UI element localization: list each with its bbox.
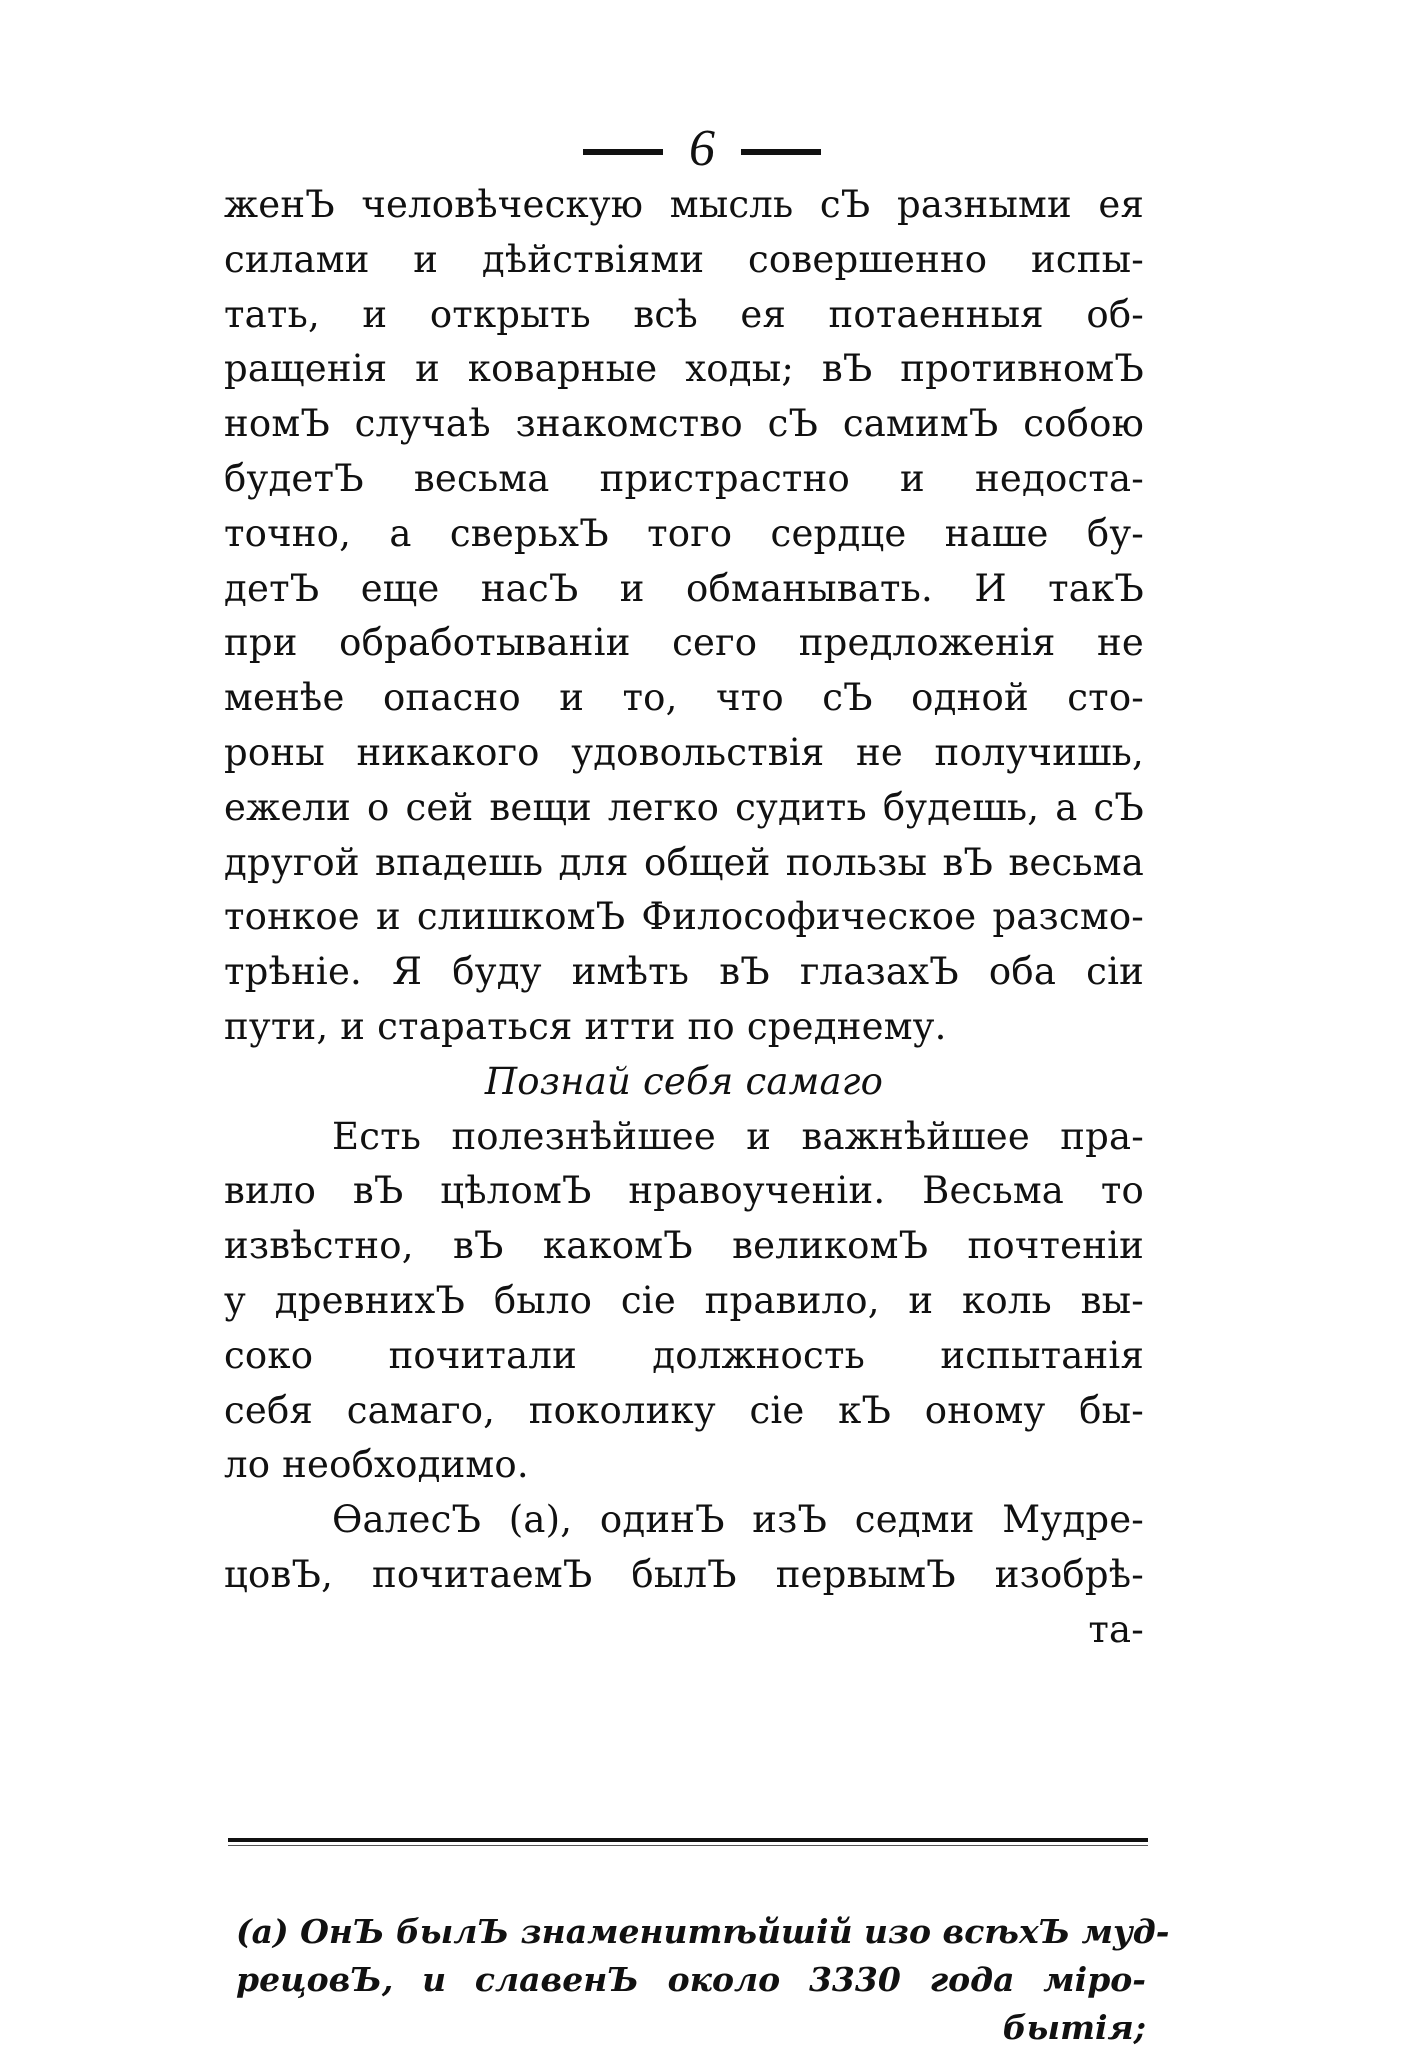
page-header — [0, 118, 1404, 179]
text-line: пути, и стараться итти по среднему. — [224, 1004, 947, 1048]
footnote — [236, 1908, 1170, 2052]
text-line: извѣстно, вЪ какомЪ великомЪ почтеніи — [224, 1224, 1144, 1268]
text-line: ращенія и коварные ходы; вЪ противномЪ — [224, 347, 1144, 391]
page-number: 6 — [689, 120, 715, 177]
footnote-divider — [228, 1838, 1148, 1842]
text-line: силами и дѣйствіями совершенно испы- — [224, 237, 1144, 281]
text-line: будетЪ весьма пристрастно и недоста- — [224, 456, 1144, 500]
footnote-line: бытія; — [1002, 2008, 1146, 2047]
header-dash-left — [583, 149, 663, 155]
text-line: другой впадешь для общей пользы вЪ весьма — [224, 840, 1144, 884]
text-line: у древнихЪ было сіе правило, и коль вы- — [224, 1278, 1144, 1322]
text-line: вило вЪ цѣломЪ нравоученіи. Весьма то — [224, 1169, 1144, 1213]
catchword: та- — [1088, 1607, 1144, 1651]
text-line: ло необходимо. — [224, 1443, 529, 1487]
text-line: роны никакого удовольствія не получишь, — [224, 730, 1144, 774]
header-dash-right — [741, 149, 821, 155]
text-line: при обработываніи сего предложенія не — [224, 621, 1144, 665]
main-text — [224, 178, 1144, 1658]
footnote-divider-thin — [228, 1845, 1148, 1846]
footnote-line: (а) ОнЪ былЪ знаменитѣйшій изо всѣхЪ муд- — [236, 1912, 1170, 1951]
text-line: детЪ еще насЪ и обманывать. И такЪ — [224, 566, 1144, 610]
text-line: женЪ человѣческую мысль сЪ разными ея — [224, 183, 1144, 226]
text-line: менѣе опасно и то, что сЪ одной сто- — [224, 676, 1144, 720]
text-line: ѲалесЪ (а), одинЪ изЪ седми Мудре- — [332, 1498, 1144, 1542]
text-line: тать, и открыть всѣ ея потаенныя об- — [224, 292, 1144, 336]
text-line: ежели о сей вещи легко судить будешь, а сЪ — [224, 785, 1144, 829]
text-line: цовЪ, почитаемЪ былЪ первымЪ изобрѣ- — [224, 1552, 1144, 1596]
text-line: точно, а сверьхЪ того сердце наше бу- — [224, 511, 1144, 555]
section-title: Познай себя самаго — [484, 1059, 884, 1103]
text-line: Есть полезнѣйшее и важнѣйшее пра- — [332, 1114, 1144, 1158]
footnote-line: рецовЪ, и славенЪ около 3330 года міро- — [236, 1960, 1146, 1999]
text-line: тонкое и слишкомЪ Философическое разсмо- — [224, 895, 1144, 939]
text-line: номЪ случаѣ знакомство сЪ самимЪ собою — [224, 402, 1144, 446]
text-line: соко почитали должность испытанія — [224, 1333, 1144, 1377]
text-line: трѣніе. Я буду имѣть вЪ глазахЪ оба сіи — [224, 950, 1144, 994]
text-line: себя самаго, поколику сіе кЪ оному бы- — [224, 1388, 1144, 1432]
